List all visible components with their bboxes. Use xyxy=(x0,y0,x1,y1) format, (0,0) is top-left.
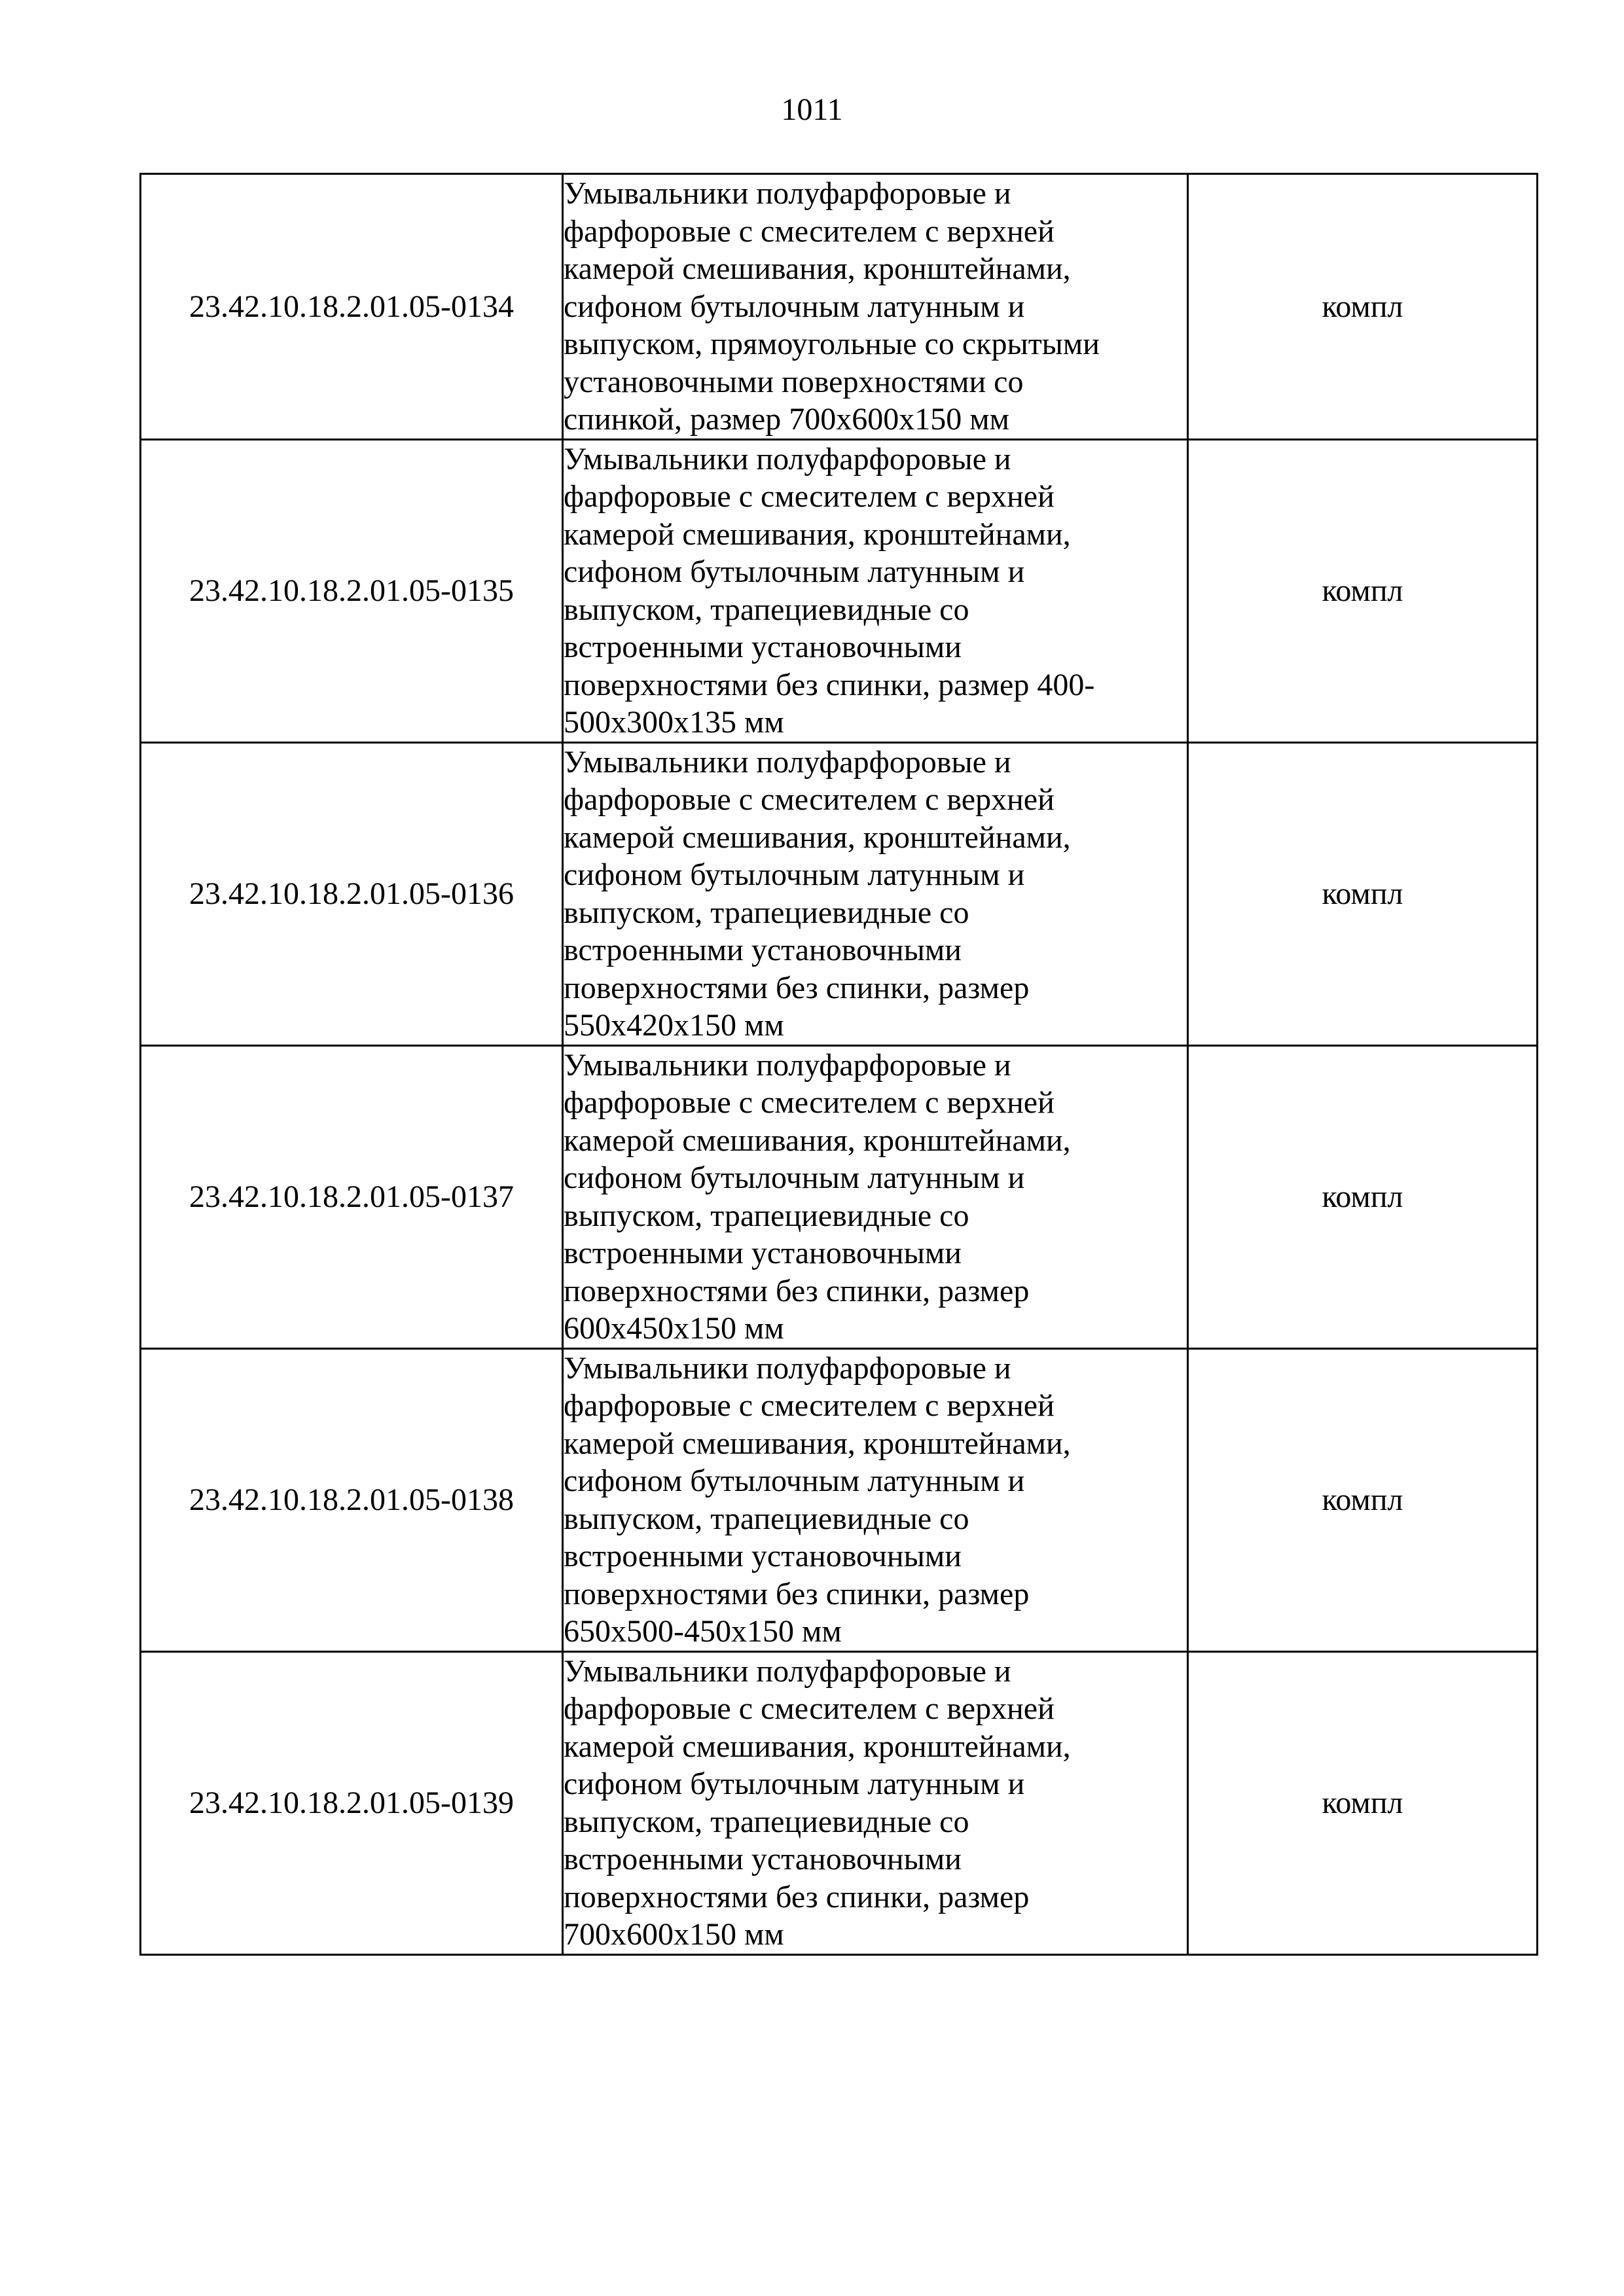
resource-code: 23.42.10.18.2.01.05-0138 xyxy=(141,1348,563,1651)
description-line: выпуском, трапециевидные со xyxy=(564,895,969,930)
table-row xyxy=(141,742,1538,1045)
description-line: поверхностями без спинки, размер 400- xyxy=(564,667,1095,702)
description-line: 650х500-450х150 мм xyxy=(564,1614,842,1649)
description-line: Умывальники полуфарфоровые и xyxy=(564,744,1011,780)
description-line: установочными поверхностями со xyxy=(564,364,1024,399)
description-line: Умывальники полуфарфоровые и xyxy=(564,1653,1011,1689)
resource-code: 23.42.10.18.2.01.05-0134 xyxy=(141,174,563,440)
unit-of-measure: компл xyxy=(1188,1651,1538,1954)
description-line: Умывальники полуфарфоровые и xyxy=(564,441,1011,476)
description-line: фарфоровые с смесителем с верхней xyxy=(564,213,1055,249)
table-row xyxy=(141,174,1538,440)
resource-description xyxy=(563,174,1188,440)
description-line: поверхностями без спинки, размер xyxy=(564,970,1030,1005)
description-line: Умывальники полуфарфоровые и xyxy=(564,1047,1011,1083)
description-line: Умывальники полуфарфоровые и xyxy=(564,176,1011,211)
description-line: 600х450х150 мм xyxy=(564,1311,784,1346)
unit-of-measure: компл xyxy=(1188,174,1538,440)
description-line: выпуском, трапециевидные со xyxy=(564,1804,969,1839)
description-line: поверхностями без спинки, размер xyxy=(564,1273,1030,1308)
description-line: фарфоровые с смесителем с верхней xyxy=(564,782,1055,817)
unit-of-measure: компл xyxy=(1188,1045,1538,1348)
description-line: сифоном бутылочным латунным и xyxy=(564,1767,1025,1801)
description-line: сифоном бутылочным латунным и xyxy=(564,857,1025,892)
description-line: спинкой, размер 700х600х150 мм xyxy=(564,402,1009,437)
description-line: камерой смешивания, кронштейнами, xyxy=(564,1122,1071,1158)
unit-of-measure: компл xyxy=(1188,742,1538,1045)
description-line: сифоном бутылочным латунным и xyxy=(564,1160,1025,1195)
description-line: камерой смешивания, кронштейнами, xyxy=(564,251,1071,286)
description-line: 550х420х150 мм xyxy=(564,1008,784,1043)
description-line: камерой смешивания, кронштейнами, xyxy=(564,1729,1071,1764)
table-row xyxy=(141,1651,1538,1954)
description-line: Умывальники полуфарфоровые и xyxy=(564,1350,1011,1386)
description-line: выпуском, трапециевидные со xyxy=(564,1198,969,1233)
description-line: выпуском, трапециевидные со xyxy=(564,1501,969,1536)
resource-code: 23.42.10.18.2.01.05-0135 xyxy=(141,439,563,742)
description-line: камерой смешивания, кронштейнами, xyxy=(564,516,1071,552)
description-line: выпуском, прямоугольные со скрытыми xyxy=(564,327,1100,361)
description-line: встроенными установочными xyxy=(564,630,962,664)
resource-description xyxy=(563,439,1188,742)
description-line: 500х300х135 мм xyxy=(564,705,784,740)
resource-code: 23.42.10.18.2.01.05-0136 xyxy=(141,742,563,1045)
price-table xyxy=(139,173,1538,1956)
description-line: фарфоровые с смесителем с верхней xyxy=(564,1388,1055,1423)
description-line: фарфоровые с смесителем с верхней xyxy=(564,479,1055,514)
table-row xyxy=(141,1348,1538,1651)
description-line: поверхностями без спинки, размер xyxy=(564,1576,1030,1611)
resource-description xyxy=(563,1348,1188,1651)
table-row xyxy=(141,439,1538,742)
description-line: выпуском, трапециевидные со xyxy=(564,592,969,627)
description-line: сифоном бутылочным латунным и xyxy=(564,289,1025,324)
description-line: встроенными установочными xyxy=(564,1842,962,1876)
description-line: встроенными установочными xyxy=(564,1236,962,1270)
resource-description xyxy=(563,742,1188,1045)
description-line: поверхностями без спинки, размер xyxy=(564,1879,1030,1914)
description-line: сифоном бутылочным латунным и xyxy=(564,554,1025,589)
description-line: 700х600х150 мм xyxy=(564,1917,784,1952)
description-line: сифоном бутылочным латунным и xyxy=(564,1463,1025,1498)
description-line: фарфоровые с смесителем с верхней xyxy=(564,1085,1055,1120)
resource-description xyxy=(563,1045,1188,1348)
description-line: фарфоровые с смесителем с верхней xyxy=(564,1691,1055,1726)
resource-code: 23.42.10.18.2.01.05-0139 xyxy=(141,1651,563,1954)
unit-of-measure: компл xyxy=(1188,439,1538,742)
resource-code: 23.42.10.18.2.01.05-0137 xyxy=(141,1045,563,1348)
description-line: встроенными установочными xyxy=(564,1539,962,1573)
description-line: камерой смешивания, кронштейнами, xyxy=(564,819,1071,855)
table-row xyxy=(141,1045,1538,1348)
resource-description xyxy=(563,1651,1188,1954)
page-number: 1011 xyxy=(781,92,843,127)
description-line: камерой смешивания, кронштейнами, xyxy=(564,1426,1071,1461)
description-line: встроенными установочными xyxy=(564,933,962,967)
unit-of-measure: компл xyxy=(1188,1348,1538,1651)
